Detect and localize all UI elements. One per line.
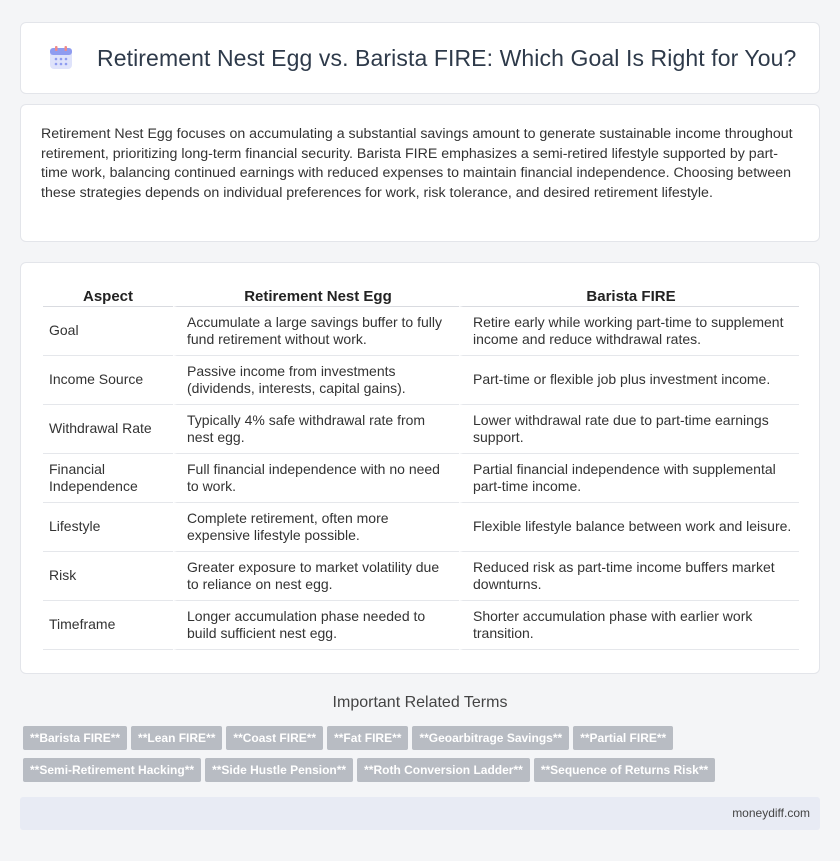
related-term-tag[interactable]: **Lean FIRE** [131, 726, 222, 750]
aspect-cell: Lifestyle [43, 503, 173, 552]
nest-egg-cell: Typically 4% safe withdrawal rate from nest egg. [173, 405, 459, 454]
table-header-row [43, 281, 799, 307]
related-term-tag[interactable]: **Partial FIRE** [573, 726, 673, 750]
table-row [43, 454, 799, 503]
nest-egg-cell: Complete retirement, often more expensive lifestyle possible. [173, 503, 459, 552]
nest-egg-cell: Longer accumulation phase needed to build sufficient nest egg. [173, 601, 459, 650]
footer [20, 797, 820, 830]
column-header-aspect: Aspect [43, 281, 173, 307]
nest-egg-cell: Passive income from investments (dividends, interests, capital gains). [173, 356, 459, 405]
aspect-cell: Financial Independence [43, 454, 173, 503]
table-row [43, 405, 799, 454]
related-term-tag[interactable]: **Barista FIRE** [23, 726, 127, 750]
intro-text: Retirement Nest Egg focuses on accumulating a substantial savings amount to generate sustainable income throughout retirement, prioritizing long-term financial security. Barista FIRE emphasizes a semi-retired lifestyle supported by part-time work, balancing continued earnings with reduced expenses to maintain financial independence. Choosing between these strategies depends on individual preferences for work, risk tolerance, and desired retirement lifestyle. [41, 126, 793, 201]
table-row [43, 356, 799, 405]
calendar-icon [47, 44, 75, 72]
related-term-tag[interactable]: **Fat FIRE** [327, 726, 408, 750]
aspect-cell: Income Source [43, 356, 173, 405]
comparison-card [20, 262, 820, 674]
barista-fire-cell: Partial financial independence with supplemental part-time income. [459, 454, 799, 503]
table-row [43, 552, 799, 601]
table-row [43, 307, 799, 356]
nest-egg-cell: Full financial independence with no need to work. [173, 454, 459, 503]
related-term-tag[interactable]: **Semi-Retirement Hacking** [23, 758, 201, 782]
related-term-tag[interactable]: **Roth Conversion Ladder** [357, 758, 530, 782]
related-term-tag[interactable]: **Coast FIRE** [226, 726, 323, 750]
nest-egg-cell: Greater exposure to market volatility due to reliance on nest egg. [173, 552, 459, 601]
barista-fire-cell: Retire early while working part-time to supplement income and reduce withdrawal rates. [459, 307, 799, 356]
barista-fire-cell: Part-time or flexible job plus investment income. [459, 356, 799, 405]
footer-site-link[interactable]: moneydiff.com [732, 806, 810, 820]
barista-fire-cell: Shorter accumulation phase with earlier work transition. [459, 601, 799, 650]
related-term-tag[interactable]: **Geoarbitrage Savings** [412, 726, 569, 750]
related-term-tag[interactable]: **Side Hustle Pension** [205, 758, 353, 782]
barista-fire-cell: Lower withdrawal rate due to part-time earnings support. [459, 405, 799, 454]
aspect-cell: Timeframe [43, 601, 173, 650]
header-card [20, 22, 820, 94]
barista-fire-cell: Reduced risk as part-time income buffers market downturns. [459, 552, 799, 601]
related-terms-title: Important Related Terms [332, 694, 508, 711]
aspect-cell: Goal [43, 307, 173, 356]
aspect-cell: Risk [43, 552, 173, 601]
related-term-tag[interactable]: **Sequence of Returns Risk** [534, 758, 715, 782]
column-header-barista-fire: Barista FIRE [459, 281, 799, 307]
page-title: Retirement Nest Egg vs. Barista FIRE: Which Goal Is Right for You? [97, 44, 797, 71]
aspect-cell: Withdrawal Rate [43, 405, 173, 454]
barista-fire-cell: Flexible lifestyle balance between work and leisure. [459, 503, 799, 552]
nest-egg-cell: Accumulate a large savings buffer to fully fund retirement without work. [173, 307, 459, 356]
comparison-table [43, 281, 799, 650]
intro-card [20, 104, 820, 242]
related-terms-list [23, 726, 783, 790]
table-row [43, 503, 799, 552]
table-row [43, 601, 799, 650]
column-header-nest-egg: Retirement Nest Egg [173, 281, 459, 307]
